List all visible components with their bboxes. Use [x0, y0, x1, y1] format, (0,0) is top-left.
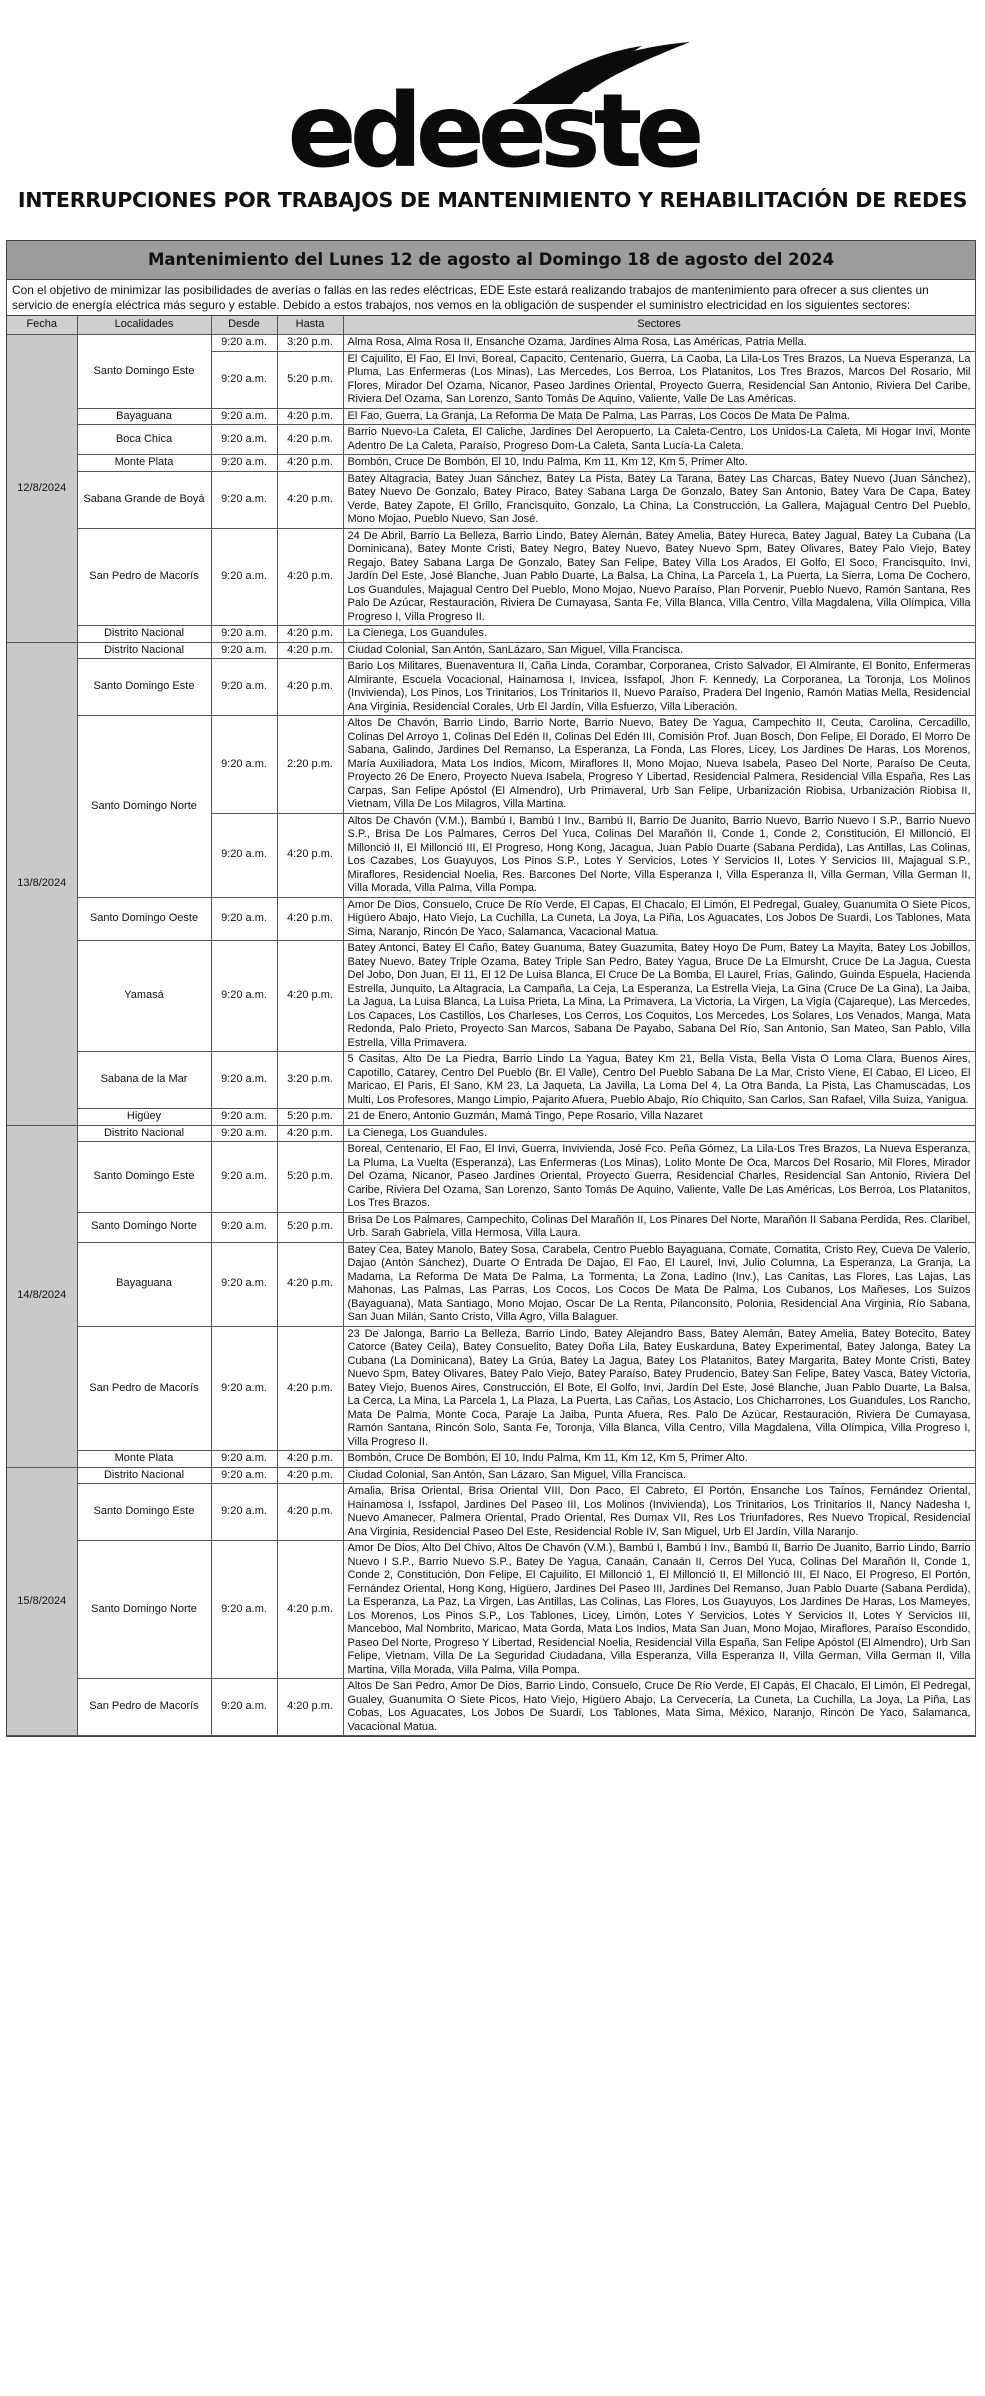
- end-time-cell: 5:20 p.m.: [277, 1142, 343, 1213]
- end-time-cell: 4:20 p.m.: [277, 1484, 343, 1541]
- sectors-cell: Ciudad Colonial, San Antón, SanLázaro, San Miguel, Villa Francisca.: [343, 642, 975, 659]
- table-row: [7, 941, 975, 1052]
- start-time-cell: 9:20 a.m.: [211, 1212, 277, 1242]
- intro-paragraph: Con el objetivo de minimizar las posibilidades de averías o fallas en las redes eléctricas, EDE Este estará realizando trabajos de mantenimiento para ofrecer a sus clientes un servicio de energía eléctrica más seguro y estable. Debido a estos trabajos, nos vemos en la obligación de suspender el suministro electricidad en los siguientes sectores:: [7, 280, 975, 316]
- sectors-cell: 5 Casitas, Alto De La Piedra, Barrio Lindo La Yagua, Batey Km 21, Bella Vista, Bella Vista O Loma Clara, Buenos Aires, Capotillo, Catarey, Centro Del Pueblo (Br. El Valle), Centro Del Pueblo Sabana De La Mar, Cristo Viene, El Cabao, El Liceo, El Maricao, El Paris, El Sano, KM 23, La Jaqueta, La Javilla, La Loma Del 4, La Otra Banda, La Pista, Las Chamuscadas, Los Multi, Los Profesores, Mango Limpio, Pajarito Afuera, Pueblo Abajo, Río Chiquito, San Carlos, San Rafael, Villa Suiza, Yanigua.: [343, 1052, 975, 1109]
- locality-cell: Sabana Grande de Boyá: [77, 471, 211, 528]
- date-cell: 14/8/2024: [7, 1125, 77, 1467]
- end-time-cell: 4:20 p.m.: [277, 1242, 343, 1326]
- table-row: [7, 335, 975, 352]
- start-time-cell: 9:20 a.m.: [211, 425, 277, 455]
- sectors-cell: Amor De Dios, Alto Del Chivo, Altos De Chavón (V.M.), Bambú I, Bambú I Inv., Bambú II, Barrio De Juanito, Barrio Lindo, Barrio Nuevo I S.P., Barrio Nuevo S.P., Batey De Yagua, Canaán, Canaán II, Cerros Del Yuca, Colinas Del Marañón II, Conde 1, Conde 2, Constitución, Don Felipe, El Cajuilito, El Millonció 1, El Millonció II, El Millonció III, El Naco, El Progreso, El Portón, Fernández Oriental, Hong Kong, Higüero, Jardines Del Paseo III, Jardines Del Remanso, Juan Pablo Duarte (Sabana Perdida), La Esperanza, La Paz, La Virgen, Las Antillas, Las Colinas, Las Flores, Los Guayuyos, Los Jardines De Haras, Los Mameyes, Los Morenos, Los Pinos S.P., Los Tablones, Licey, Limón, Lotes Y Servicios, Lotes Y Servicios II, Lotes Y Servicios III, Manceboo, Mal Nombrito, Maricao, Mata Gorda, Mata Los Indios, Mata San Juan, Mono Mojao, Miraflores, Paraíso Escondido, Paseo Del Norte, Progreso Y Libertad, Residencial Noelia, Residencial Villa España, San Felipe Apóstol (El Almendro), Urb San Felipe, Vietnam, Villa De La Seguridad Ciudadana, Villa Esperanza, Villa Esperanza II, Villa German, Villa German II, Villa Martina, Villa Morada, Villa Palma, Villa Pompa.: [343, 1541, 975, 1679]
- table-row: [7, 1326, 975, 1451]
- end-time-cell: 4:20 p.m.: [277, 1125, 343, 1142]
- column-header-fecha: Fecha: [7, 316, 77, 335]
- end-time-cell: 4:20 p.m.: [277, 1679, 343, 1736]
- page-title: INTERRUPCIONES POR TRABAJOS DE MANTENIMIENTO Y REHABILITACIÓN DE REDES: [17, 188, 968, 212]
- end-time-cell: 4:20 p.m.: [277, 528, 343, 626]
- locality-cell: San Pedro de Macorís: [77, 528, 211, 626]
- sectors-cell: El Cajuilito, El Fao, El Invi, Boreal, Capacito, Centenario, Guerra, La Caoba, La Lila-Los Tres Brazos, La Nueva Esperanza, La Pluma, Las Enfermeras (Los Minas), Las Mercedes, Los Berroa, Los Platanitos, Los Tres Brazos, Marcos Del Rosario, Mil Flores, Mirador Del Ozama, Nicanor, Paseo Jardines Oriental, Proyecto Guerra, Residencial San Antonio, Riviera Del Caribe, Riviera Del Ozama, San Lorenzo, Santo Tomás De Aquino, Valiente, Valle De Las Américas.: [343, 351, 975, 408]
- start-time-cell: 9:20 a.m.: [211, 455, 277, 472]
- locality-cell: Santo Domingo Este: [77, 1484, 211, 1541]
- table-row: [7, 1125, 975, 1142]
- table-row: [7, 1212, 975, 1242]
- table-row: [7, 408, 975, 425]
- date-cell: 13/8/2024: [7, 642, 77, 1125]
- locality-cell: Santo Domingo Oeste: [77, 897, 211, 941]
- end-time-cell: 4:20 p.m.: [277, 813, 343, 897]
- table-row: [7, 659, 975, 716]
- table-row: [7, 1242, 975, 1326]
- end-time-cell: 4:20 p.m.: [277, 425, 343, 455]
- table-row: [7, 716, 975, 814]
- start-time-cell: 9:20 a.m.: [211, 471, 277, 528]
- sectors-cell: La Cienega, Los Guandules.: [343, 1125, 975, 1142]
- table-row: [7, 1467, 975, 1484]
- end-time-cell: 4:20 p.m.: [277, 1451, 343, 1468]
- end-time-cell: 4:20 p.m.: [277, 941, 343, 1052]
- start-time-cell: 9:20 a.m.: [211, 1467, 277, 1484]
- end-time-cell: 4:20 p.m.: [277, 659, 343, 716]
- end-time-cell: 4:20 p.m.: [277, 471, 343, 528]
- sectors-cell: Batey Cea, Batey Manolo, Batey Sosa, Carabela, Centro Pueblo Bayaguana, Comate, Comatita, Cristo Rey, Cueva De Valerio, Dajao (Antón Sánchez), Duarte O Entrada De Dajao, El Fao, El Laurel, Invi, Julio Columna, La Esperanza, La Granja, La Madama, La Reforma De Mata De Palma, La Tormenta, La Zona, Ladino (Inv.), Las Canitas, Las Flores, Las Lajas, Las Mahonas, Las Palmas, Las Parras, Los Cocos, Los Cocos De Mata De Palma, Los Cubanos, Los Mañeses, Los Suizos (Bayaguana), Mata Santiago, Mono Mojao, Oscar De La Renta, Pilanconsito, Polonia, Residencial Ana Virginia, Río Sabana, San Juan Milán, Santo Cristo, Villa Agro, Villa Balaguer.: [343, 1242, 975, 1326]
- start-time-cell: 9:20 a.m.: [211, 1052, 277, 1109]
- schedule-frame: [6, 240, 976, 1737]
- sectors-cell: Amalia, Brisa Oriental, Brisa Oriental VIII, Don Paco, El Cabreto, El Portón, Ensanche Los Taínos, Fernández Oriental, Hainamosa I, Issfapol, Jardines Del Paseo III, Los Molinos (Invivienda), Los Trinitarios, Los Trinitarios II, Nancy Nadesha I, Nuevo Amanecer, Palmera Oriental, Prado Oriental, Res Dumax VII, Res Los Triunfadores, Res Nuevo Tropical, Residencial Ana Virginia, Residencial Paseo Del Este, Residencial Roble IV, San Miguel, Urb El Jardín, Villa Naranjo.: [343, 1484, 975, 1541]
- column-header-desde: Desde: [211, 316, 277, 335]
- locality-cell: Distrito Nacional: [77, 1467, 211, 1484]
- end-time-cell: 4:20 p.m.: [277, 1467, 343, 1484]
- start-time-cell: 9:20 a.m.: [211, 335, 277, 352]
- date-cell: 15/8/2024: [7, 1467, 77, 1736]
- table-row: [7, 1679, 975, 1736]
- sectors-cell: Barrio Nuevo-La Caleta, El Caliche, Jardines Del Aeropuerto, La Caleta-Centro, Los Unidos-La Caleta, Mi Hogar Invi, Monte Adentro De La Caleta, Paraíso, Progreso Dom-La Caleta, Santa Lucía-La Caleta.: [343, 425, 975, 455]
- table-header-row: [7, 316, 975, 335]
- column-header-sectores: Sectores: [343, 316, 975, 335]
- sectors-cell: 24 De Abril, Barrio La Belleza, Barrio Lindo, Batey Alemán, Batey Amelia, Batey Hureca, Batey Jagual, Batey La Cubana (La Dominicana), Batey Monte Cristi, Batey Negro, Batey Nuevo, Batey Nuevo Spm, Batey Olivares, Batey Palo Viejo, Batey Regajo, Batey Sabana Larga De Gonzalo, Batey San Felipe, Batey Villa Los Arados, El Golfo, El Soco, Francisquito, Invi, Jardín Del Este, José Blanche, Juan Pablo Duarte, La Balsa, La China, La Parcela 1, La Puerta, La Sierra, Loma De Cochero, Los Guandules, Majagual Centro Del Pueblo, Mono Mojao, Nuevo Paraíso, Plan Porvenir, Pueblo Nuevo, Ramón Santana, Res Palo De Azúcar, Restauración, Riviera De Cumayasa, Santa Fe, Villa Blanca, Villa Centro, Villa Magdalena, Villa Olímpica, Villa Progreso I, Villa Progreso II.: [343, 528, 975, 626]
- locality-cell: Monte Plata: [77, 455, 211, 472]
- end-time-cell: 4:20 p.m.: [277, 455, 343, 472]
- locality-cell: Distrito Nacional: [77, 626, 211, 643]
- locality-cell: Bayaguana: [77, 408, 211, 425]
- sectors-cell: El Fao, Guerra, La Granja, La Reforma De Mata De Palma, Las Parras, Los Cocos De Mata De Palma.: [343, 408, 975, 425]
- brand-header: [0, 0, 985, 190]
- end-time-cell: 2:20 p.m.: [277, 716, 343, 814]
- locality-cell: Boca Chica: [77, 425, 211, 455]
- start-time-cell: 9:20 a.m.: [211, 716, 277, 814]
- start-time-cell: 9:20 a.m.: [211, 1142, 277, 1213]
- table-row: [7, 1109, 975, 1126]
- start-time-cell: 9:20 a.m.: [211, 351, 277, 408]
- table-row: [7, 642, 975, 659]
- start-time-cell: 9:20 a.m.: [211, 642, 277, 659]
- end-time-cell: 4:20 p.m.: [277, 1541, 343, 1679]
- date-cell: 12/8/2024: [7, 335, 77, 643]
- start-time-cell: 9:20 a.m.: [211, 1484, 277, 1541]
- table-body: [7, 335, 975, 1736]
- locality-cell: Santo Domingo Norte: [77, 1212, 211, 1242]
- table-row: [7, 626, 975, 643]
- sectors-cell: 23 De Jalonga, Barrio La Belleza, Barrio Lindo, Batey Alejandro Bass, Batey Alemán, Batey Amelia, Batey Botecito, Batey Catorce (Batey Ceila), Batey Consuelito, Batey Doña Lila, Batey Euskarduna, Batey Experimental, Batey Jalonga, Batey La Cubana (La Dominicana), Batey La Grúa, Batey La Jagua, Batey Los Platanitos, Batey Margarita, Batey Monte Cristi, Batey Nuevo Spm, Batey Olivares, Batey Palo Viejo, Batey Paraíso, Batey Prudencio, Batey San Felipe, Batey Vasca, Batey Victoria, Batey Viejo, Buenos Aires, Construcción, El Bote, El Golfo, Invi, Jardín Del Este, José Blanche, Juan Pablo Duarte, La Balsa, La Cerca, La Mina, La Parcela 1, La Plaza, La Puerta, Las Cañas, Los Astacio, Los Chicharrones, Los Guandules, Los Rancho, Mata De Palma, Monte Coca, Paraje La Jaiba, Punta Afuera, Res. Palo De Azúcar, Restauración, Riviera De Cumayasa, Ramón Santana, Rincón Solo, Santa Fe, Toronja, Villa Blanca, Villa Centro, Villa Magdalena, Villa Olímpica, Villa Progreso I, Villa Progreso II.: [343, 1326, 975, 1451]
- end-time-cell: 4:20 p.m.: [277, 408, 343, 425]
- brand-logo: edeeste: [287, 72, 698, 191]
- sectors-cell: Alma Rosa, Alma Rosa II, Ensanche Ozama, Jardines Alma Rosa, Las Américas, Patria Mella.: [343, 335, 975, 352]
- end-time-cell: 4:20 p.m.: [277, 1326, 343, 1451]
- locality-cell: Distrito Nacional: [77, 642, 211, 659]
- column-header-hasta: Hasta: [277, 316, 343, 335]
- table-row: [7, 425, 975, 455]
- start-time-cell: 9:20 a.m.: [211, 1451, 277, 1468]
- locality-cell: Higüey: [77, 1109, 211, 1126]
- start-time-cell: 9:20 a.m.: [211, 1679, 277, 1736]
- sectors-cell: La Cienega, Los Guandules.: [343, 626, 975, 643]
- sectors-cell: Bario Los Militares, Buenaventura II, Caña Linda, Corambar, Corporanea, Cristo Salvador, El Almirante, El Bonito, Enfermeras Almirante, Escuela Vocacional, Hainamosa I, Invicea, Issfapol, Jhon F. Kennedy, La Corporanea, La Toronja, Los Molinos (Invivienda), Los Pinos, Los Trinitarios, Los Trinitarios II, Nuevo Paraíso, Pradera Del Ingenio, Ramón Matias Mella, Residencial Ana Virginia, Residencial Corales, Urb El Jardín, Villa Esfuerzo, Villa Liberación.: [343, 659, 975, 716]
- sectors-cell: Bombón, Cruce De Bombón, El 10, Indu Palma, Km 11, Km 12, Km 5, Primer Alto.: [343, 1451, 975, 1468]
- end-time-cell: 5:20 p.m.: [277, 1109, 343, 1126]
- sectors-cell: Boreal, Centenario, El Fao, El Invi, Guerra, Invivienda, José Fco. Peña Gómez, La Lila-Los Tres Brazos, La Nueva Esperanza, La Pluma, La Vuelta (Esperanza), Las Enfermeras (Los Minas), Lolito Monte De Oca, Marcos Del Rosario, Mil Flores, Mirador Del Ozama, Nicanor, Paseo Jardines Oriental, Proyecto Guerra, Residencial Charles, Residencial San Antonio, Riviera Del Caribe, Riviera Del Ozama, San Lorenzo, Santo Tomás De Aquino, Valiente, Valle De Las Américas, Los Berroa, Los Platanitos, Los Tres Brazos.: [343, 1142, 975, 1213]
- locality-cell: Santo Domingo Este: [77, 335, 211, 409]
- locality-cell: Santo Domingo Este: [77, 659, 211, 716]
- locality-cell: Santo Domingo Norte: [77, 1541, 211, 1679]
- start-time-cell: 9:20 a.m.: [211, 941, 277, 1052]
- start-time-cell: 9:20 a.m.: [211, 626, 277, 643]
- locality-cell: Sabana de la Mar: [77, 1052, 211, 1109]
- table-row: [7, 897, 975, 941]
- table-row: [7, 1142, 975, 1213]
- sectors-cell: Batey Altagracia, Batey Juan Sánchez, Batey La Pista, Batey La Tarana, Batey Las Charcas, Batey Nuevo (Juan Sánchez), Batey Nuevo De Gonzalo, Batey Piraco, Batey Sabana Larga De Gonzalo, Batey San Antonio, Batey Vara De Capa, Batey Verde, Batey Zapote, El Grillo, Francisquito, Gonzalo, La China, La Construcción, La Gallera, Majagual Centro Del Pueblo, Mono Mojao, Pueblo Nuevo, San José.: [343, 471, 975, 528]
- table-row: [7, 1541, 975, 1679]
- start-time-cell: 9:20 a.m.: [211, 897, 277, 941]
- end-time-cell: 4:20 p.m.: [277, 897, 343, 941]
- start-time-cell: 9:20 a.m.: [211, 408, 277, 425]
- start-time-cell: 9:20 a.m.: [211, 1242, 277, 1326]
- table-row: [7, 1052, 975, 1109]
- start-time-cell: 9:20 a.m.: [211, 1109, 277, 1126]
- end-time-cell: 5:20 p.m.: [277, 351, 343, 408]
- start-time-cell: 9:20 a.m.: [211, 813, 277, 897]
- sectors-cell: 21 de Enero, Antonio Guzmán, Mamá Tingo, Pepe Rosario, Villa Nazaret: [343, 1109, 975, 1126]
- start-time-cell: 9:20 a.m.: [211, 1326, 277, 1451]
- end-time-cell: 4:20 p.m.: [277, 642, 343, 659]
- period-title: Mantenimiento del Lunes 12 de agosto al Domingo 18 de agosto del 2024: [7, 241, 975, 280]
- sectors-cell: Ciudad Colonial, San Antón, San Lázaro, San Miguel, Villa Francisca.: [343, 1467, 975, 1484]
- sectors-cell: Amor De Dios, Consuelo, Cruce De Río Verde, El Capas, El Chacalo, El Limón, El Pedregal, Gualey, Guanumita O Siete Picos, Higüero Abajo, Hato Viejo, La Cuchilla, La Cuneta, La Joya, La Piña, Los Aguacates, Los Jobos De Suardi, Los Tablones, Mata Sima, Naranjo, Rincón De Yaco, Salamanca, Vacacional Matua.: [343, 897, 975, 941]
- end-time-cell: 5:20 p.m.: [277, 1212, 343, 1242]
- table-row: [7, 471, 975, 528]
- start-time-cell: 9:20 a.m.: [211, 1541, 277, 1679]
- end-time-cell: 4:20 p.m.: [277, 626, 343, 643]
- table-row: [7, 1451, 975, 1468]
- start-time-cell: 9:20 a.m.: [211, 659, 277, 716]
- end-time-cell: 3:20 p.m.: [277, 1052, 343, 1109]
- locality-cell: Santo Domingo Norte: [77, 716, 211, 898]
- start-time-cell: 9:20 a.m.: [211, 528, 277, 626]
- sectors-cell: Altos De Chavón (V.M.), Bambú I, Bambú I Inv., Bambú II, Barrio De Juanito, Barrio Nuevo, Barrio Nuevo I S.P., Barrio Nuevo S.P., Brisa De Los Palmares, Cerros Del Yuca, Colinas Del Marañón II, Conde 1, Conde 2, Constitución, El Millonció, El Millonció II, El Millonció III, El Progreso, Hong Kong, Jacagua, Juan Pablo Duarte (Sabana Perdida), Las Antillas, Las Colinas, Los Cazabes, Los Guayuyos, Los Pinos S.P., Lotes Y Servicios, Lotes Y Servicios II, Lotes Y Servicios III, Majagual S.P., Miraflores, Residencial Noelia, Res. Barcones Del Norte, Villa Esperanza I, Villa Esperanza II, Villa German, Villa German II, Villa Morada, Villa Palma, Villa Pompa.: [343, 813, 975, 897]
- sectors-cell: Brisa De Los Palmares, Campechito, Colinas Del Marañón II, Los Pinares Del Norte, Marañón II Sabana Perdida, Res. Claribel, Urb. Sarah Gabriela, Villa Hermosa, Villa Laura.: [343, 1212, 975, 1242]
- locality-cell: Yamasá: [77, 941, 211, 1052]
- column-header-localidades: Localidades: [77, 316, 211, 335]
- start-time-cell: 9:20 a.m.: [211, 1125, 277, 1142]
- sectors-cell: Altos De San Pedro, Amor De Dios, Barrio Lindo, Consuelo, Cruce De Río Verde, El Capás, El Chacalo, El Limón, El Pedregal, Gualey, Guanumita O Siete Picos, Hato Viejo, Higüero Abajo, La Cervecería, La Cuneta, La Cuchilla, La Joya, La Piña, Las Cobas, Los Aguacates, Los Jobos De Suardi, Los Tablones, Mata Sima, México, Naranjo, Rincón De Yaco, Salamanca, Vacacional Matua.: [343, 1679, 975, 1736]
- table-row: [7, 528, 975, 626]
- sectors-cell: Altos De Chavón, Barrio Lindo, Barrio Norte, Barrio Nuevo, Batey De Yagua, Campechito II, Ceuta, Carolina, Cercadillo, Colinas Del Arroyo 1, Colinas Del Edén II, Colinas Del Edén III, Comisión Prof. Juan Bosch, Don Felipe, El Dorado, El Morro De Sabana, Galindo, Jardines Del Remanso, La Esperanza, La Fonda, Las Flores, Licey, Los Jardines De Haras, Los Morenos, María Auxiliadora, Mata Los Indios, Micom, Miraflores II, Mono Mojao, Nueva Isabela, Paseo Del Norte, Paraíso De Ceuta, Proyecto 26 De Enero, Proyecto Nueva Isabela, Progreso Y Libertad, Residencial Palmera, Residencial Villa España, Res Las Carpas, San Felipe Apóstol (El Almendro), Urb Primaveral, Urb San Felipe, Urbanización Riobisa, Urbanización Riobisa II, Vietnam, Villa De Los Milagros, Villa Martina.: [343, 716, 975, 814]
- sectors-cell: Bombón, Cruce De Bombón, El 10, Indu Palma, Km 11, Km 12, Km 5, Primer Alto.: [343, 455, 975, 472]
- table-row: [7, 455, 975, 472]
- locality-cell: San Pedro de Macorís: [77, 1679, 211, 1736]
- outage-table: [7, 316, 976, 1736]
- locality-cell: Santo Domingo Este: [77, 1142, 211, 1213]
- end-time-cell: 3:20 p.m.: [277, 335, 343, 352]
- locality-cell: Bayaguana: [77, 1242, 211, 1326]
- locality-cell: Monte Plata: [77, 1451, 211, 1468]
- locality-cell: Distrito Nacional: [77, 1125, 211, 1142]
- sectors-cell: Batey Antonci, Batey El Caño, Batey Guanuma, Batey Guazumita, Batey Hoyo De Pum, Batey La Mayita, Batey Los Jobillos, Batey Nuevo, Batey Triple Ozama, Batey Triple San Pedro, Batey Yagua, Bruce De La Elmursht, Cruce De La Jagua, Cuesta Del Jobo, Don Juan, El 11, El 12 De Luisa Blanca, El Cruce De La Bomba, El Laurel, Frías, Galindo, Guinda Espuela, Hacienda Estrella, Junquito, La Altagracia, La Campaña, La Ceja, La Esperanza, La Estrella Vieja, La Gina (Cruce De La Gina), La Jaiba, La Jagua, La Luisa Blanca, La Luisa Prieta, La Mina, La Primavera, La Victoria, La Virgen, La Vigía (Cajareque), Las Mercedes, Los Capaces, Los Castillos, Los Charleses, Los Cerros, Los Coquitos, Los Mercedes, Los Solares, Los Venados, Manga, Mata Redonda, Palo Prieto, Proyecto San Marcos, Sabana De Payabo, Sabana Del Río, San Antonio, San Mateo, San Pablo, Villa Estrella, Villa Primavera.: [343, 941, 975, 1052]
- table-row: [7, 1484, 975, 1541]
- locality-cell: San Pedro de Macorís: [77, 1326, 211, 1451]
